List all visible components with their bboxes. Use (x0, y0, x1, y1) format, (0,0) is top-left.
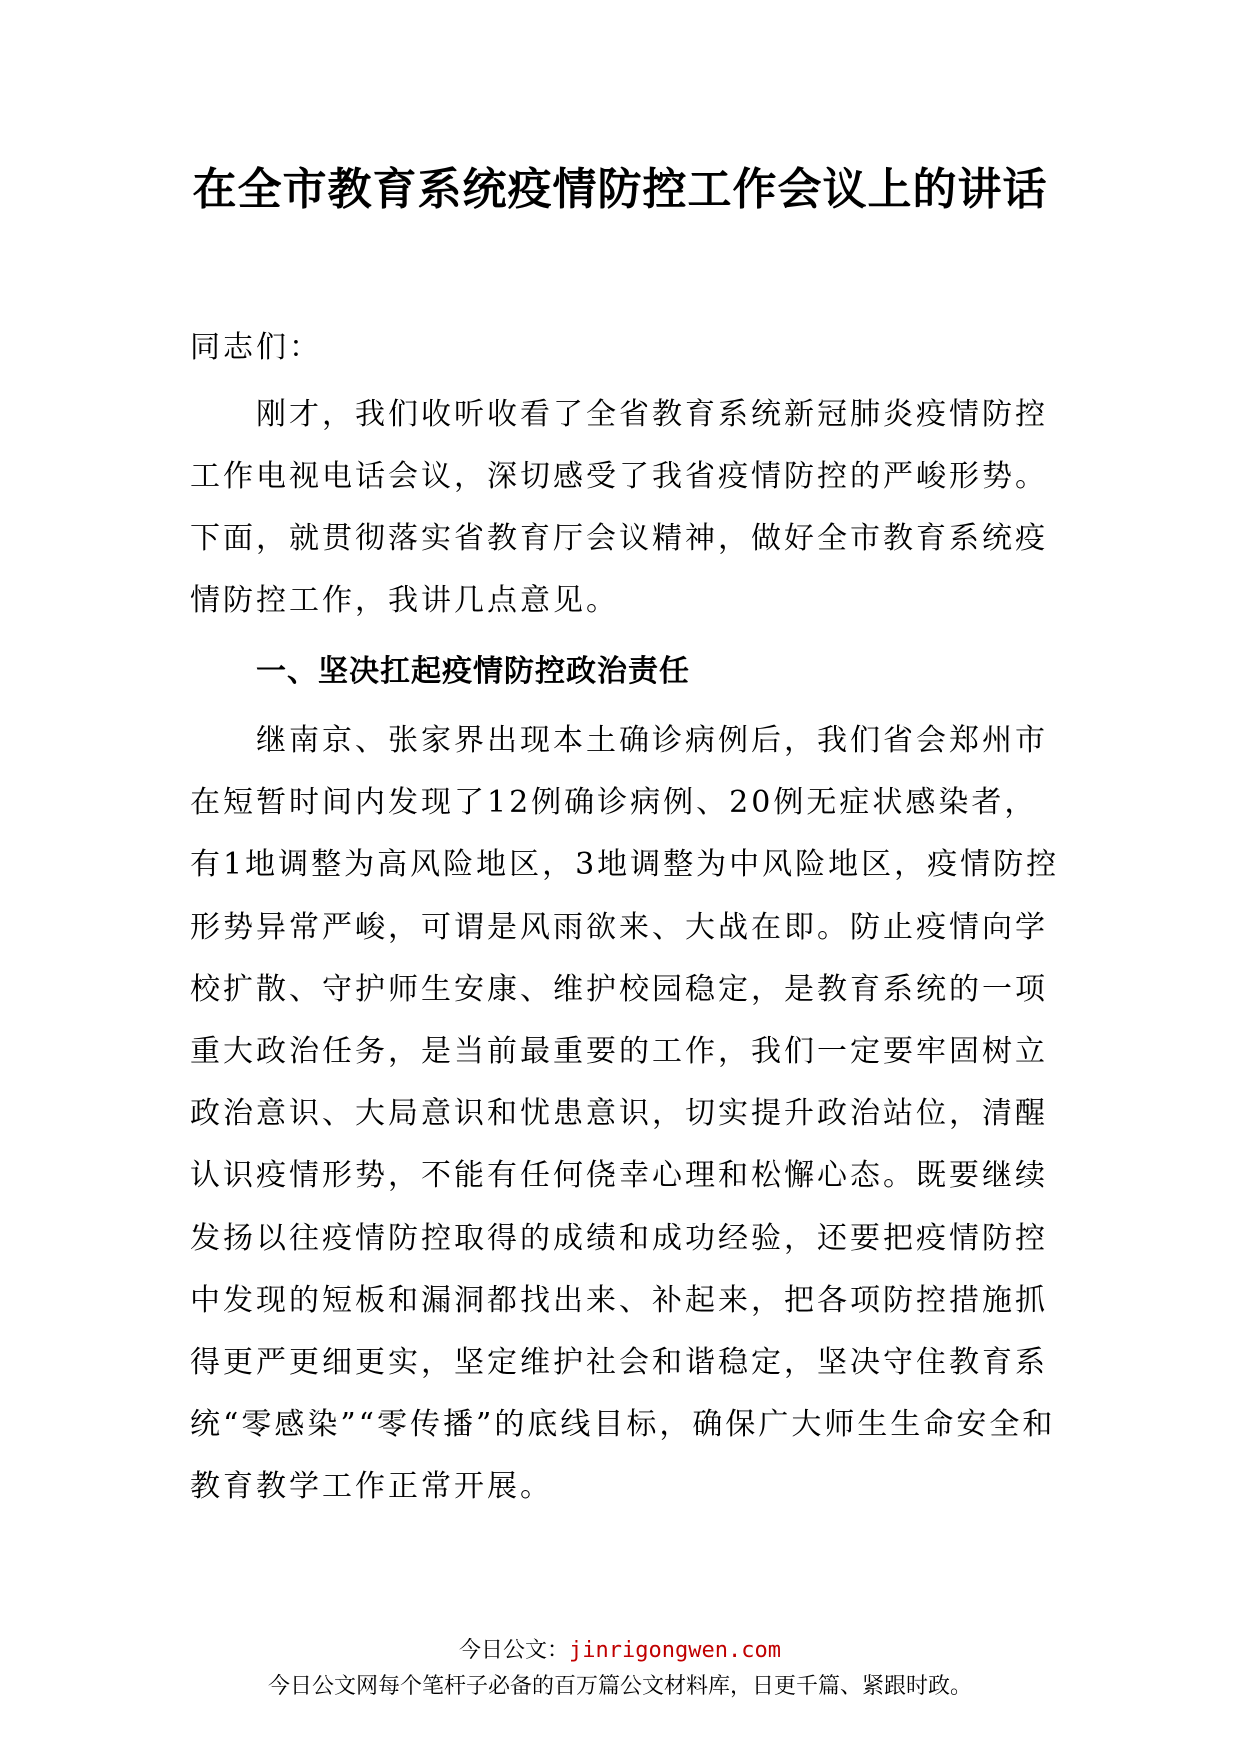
footer-link[interactable]: jinrigongwen.com (569, 1638, 781, 1663)
footer-label: 今日公文： (459, 1638, 570, 1663)
document-title: 在全市教育系统疫情防控工作会议上的讲话 (192, 164, 1048, 215)
footer-source (0, 1636, 1240, 1666)
footer-tagline: 今日公文网每个笔杆子必备的百万篇公文材料库，日更千篇、紧跟时政。 (267, 1674, 972, 1699)
section-heading: 一、坚决扛起疫情防控政治责任 (256, 654, 690, 689)
intro-paragraph: 刚才，我们收听收看了全省教育系统新冠肺炎疫情防控工作电视电话会议，深切感受了我省疫情防控的严峻形势。下面，就贯彻落实省教育厅会议精神，做好全市教育系统疫情防控工作，我讲几点意见。 (190, 397, 1048, 618)
section-paragraph: 继南京、张家界出现本土确诊病例后，我们省会郑州市在短暂时间内发现了12例确诊病例、20例无症状感染者，有1地调整为高风险地区，3地调整为中风险地区，疫情防控形势异常严峻，可谓是风雨欲来、大战在即。防止疫情向学校扩散、守护师生安康、维护校园稳定，是教育系统的一项重大政治任务，是当前最重要的工作，我们一定要牢固树立政治意识、大局意识和忧患意识，切实提升政治站位，清醒认识疫情形势，不能有任何侥幸心理和松懈心态。既要继续发扬以往疫情防控取得的成绩和成功经验，还要把疫情防控中发现的短板和漏洞都找出来、补起来，把各项防控措施抓得更严更细更实，坚定维护社会和谐稳定，坚决守住教育系统“零感染”“零传播”的底线目标，确保广大师生生命安全和教育教学工作正常开展。 (190, 723, 1060, 1505)
salutation: 同志们： (190, 330, 322, 365)
